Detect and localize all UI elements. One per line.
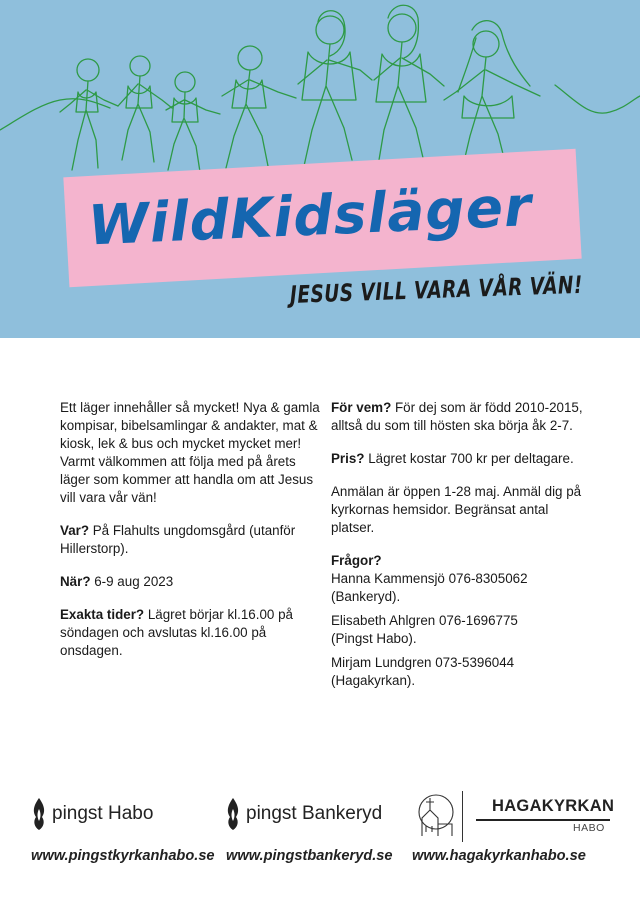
camp-title: WildKidsläger	[86, 174, 534, 258]
pingst-habo-name: pingst Habo	[52, 803, 154, 824]
who-paragraph	[331, 399, 591, 435]
url-pingst-habo[interactable]: www.pingstkyrkanhabo.se	[31, 848, 215, 864]
price-paragraph	[331, 450, 591, 468]
hagakyrkan-rule	[476, 819, 610, 821]
url-hagakyrkan[interactable]: www.hagakyrkanhabo.se	[412, 848, 586, 864]
hero-banner	[0, 0, 640, 338]
pingst-flame-icon	[30, 797, 48, 831]
when-label: När?	[60, 574, 91, 589]
hagakyrkan-sub: HABO	[573, 822, 605, 834]
when-paragraph	[60, 573, 322, 591]
contact-line: Mirjam Lundgren 073-5396044	[331, 655, 515, 670]
where-paragraph	[60, 522, 322, 558]
contact-entry	[331, 654, 591, 690]
pingst-bankeryd-logo	[224, 797, 382, 831]
who-text: För dej som är född 2010-2015, alltså du som till hösten ska börja åk 2-7.	[331, 400, 583, 433]
camp-slogan: JESUS VILL VARA VÅR VÄN!	[289, 270, 584, 309]
where-text: På Flahults ungdomsgård (utanför Hillerstorp).	[60, 523, 296, 556]
url-pingst-bankeryd[interactable]: www.pingstbankeryd.se	[226, 848, 393, 864]
questions-label: Frågor?	[331, 553, 382, 568]
times-text: Lägret börjar kl.16.00 på söndagen och avslutas kl.16.00 på onsdagen.	[60, 607, 293, 658]
contact-church: (Pingst Habo).	[331, 631, 417, 646]
contact-entry	[331, 552, 591, 606]
pingst-habo-logo	[30, 797, 153, 831]
contact-entry	[331, 612, 591, 648]
where-label: Var?	[60, 523, 90, 538]
contact-church: (Hagakyrkan).	[331, 673, 416, 688]
info-column-right	[331, 399, 591, 696]
contact-church: (Bankeryd).	[331, 589, 401, 604]
info-column-left	[60, 399, 322, 675]
pingst-bankeryd-name: pingst Bankeryd	[246, 803, 383, 824]
pingst-flame-icon	[224, 797, 242, 831]
intro-paragraph: Ett läger innehåller så mycket! Nya & gamla kompisar, bibelsamlingar & andakter, mat & kiosk, lek & bus och mycket mycket mer! Varmt välkommen att följa med på årets läger som kommer att handla om att Jesus vill vara vår vän!	[60, 400, 320, 505]
logo-divider	[462, 791, 463, 842]
when-text: 6-9 aug 2023	[90, 574, 174, 589]
price-text: Lägret kostar 700 kr per deltagare.	[364, 451, 574, 466]
signup-paragraph: Anmälan är öppen 1-28 maj. Anmäl dig på kyrkornas hemsidor. Begränsat antal platser.	[331, 484, 582, 535]
price-label: Pris?	[331, 451, 365, 466]
contact-line: Elisabeth Ahlgren 076-1696775	[331, 613, 518, 628]
times-label: Exakta tider?	[60, 607, 145, 622]
who-label: För vem?	[331, 400, 392, 415]
times-paragraph	[60, 606, 322, 660]
contact-line: Hanna Kammensjö 076-8305062	[331, 571, 528, 586]
hagakyrkan-name: HAGAKYRKAN	[492, 797, 615, 815]
church-sketch-icon	[416, 790, 460, 844]
